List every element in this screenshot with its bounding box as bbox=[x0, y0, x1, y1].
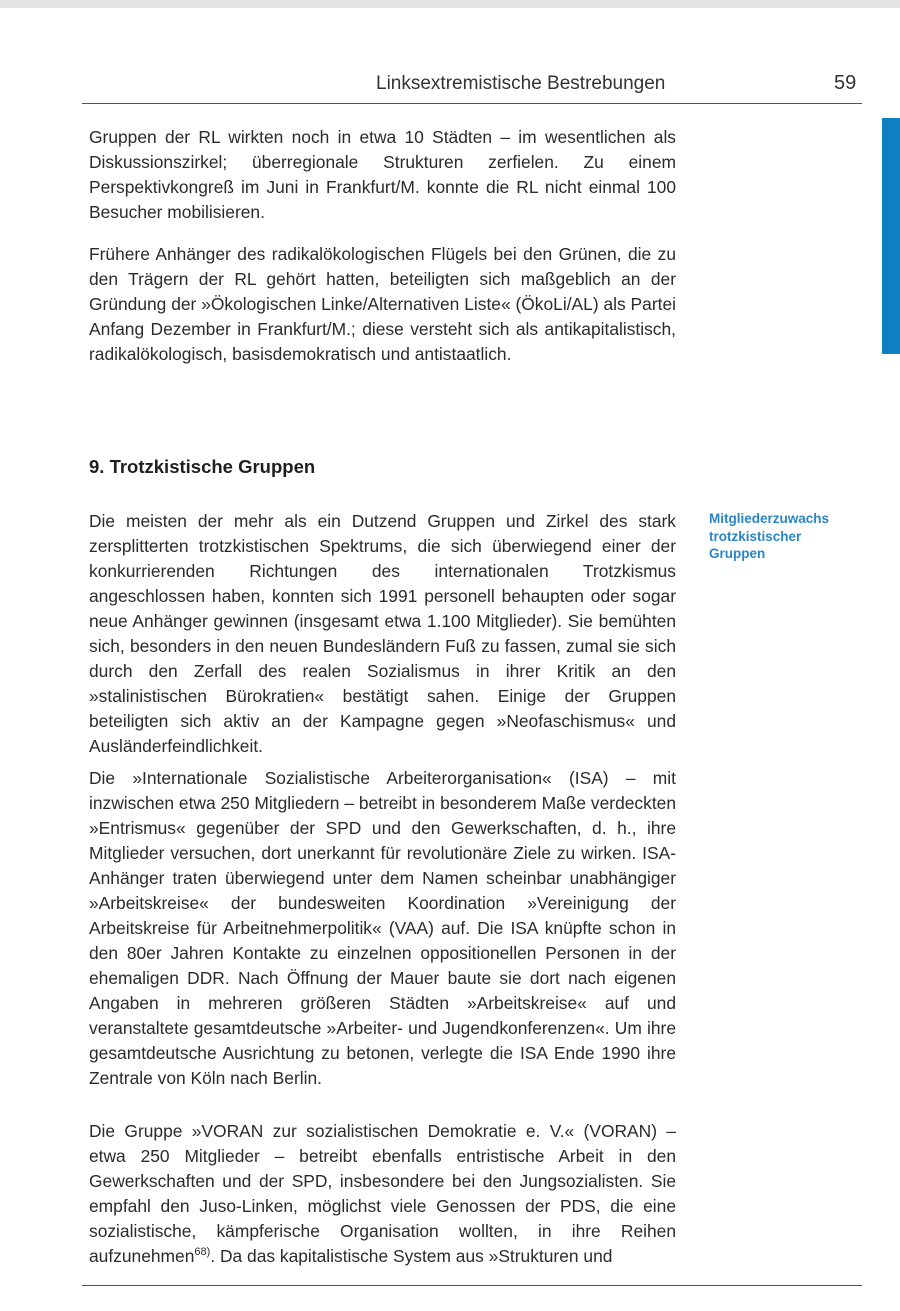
footer-rule bbox=[82, 1285, 862, 1286]
paragraph-trotskyist-spectrum: Die meisten der mehr als ein Dutzend Gruppen und Zirkel des stark zersplitterten trotzkistischen Spektrums, die sich überwiegend einer der konkurrierenden Richtungen des internationalen Trotzkismus angeschlossen haben, konnten sich 1991 personell behaupten oder sogar neue Anhänger gewinnen (insgesamt etwa 1.100 Mitglieder). Sie bemühten sich, besonders in den neuen Bundesländern Fuß zu fassen, zumal sie sich durch den Zerfall des realen Sozialismus in ihrer Kritik an den »stalinistischen Bürokratien« bestätigt sahen. Einige der Gruppen beteiligten sich aktiv an der Kampagne gegen »Neofaschismus« und Ausländerfeindlichkeit. bbox=[89, 511, 676, 756]
paragraph-voran-text: Die Gruppe »VORAN zur sozialistischen Demokratie e. V.« (VORAN) – etwa 250 Mitglieder – betreibt ebenfalls entristische Arbeit in den Gewerkschaften und der SPD, insbesondere bei den Jungsozialisten. Sie empfahl den Juso-Linken, möglichst viele Genossen der PDS, die eine sozialistische, kämpferische Organisation wollten, in ihre Reihen aufzunehmen bbox=[89, 1121, 676, 1266]
running-title: Linksextremistische Bestrebungen bbox=[376, 73, 666, 94]
paragraph-rl-groups: Gruppen der RL wirkten noch in etwa 10 Städten – im wesentlichen als Diskussionszirkel; überregionale Strukturen zerfielen. Zu einem Perspektivkongreß im Juni in Frankfurt/M. konnte die RL nicht einmal 100 Besucher mobilisieren. bbox=[89, 127, 676, 222]
paragraph-isa: Die »Internationale Sozialistische Arbeiterorganisation« (ISA) – mit inzwischen etwa 250 Mitgliedern – betreibt in besonderem Maße verdeckten »Entrismus« gegenüber der SPD und den Gewerkschaften, d. h., ihre Mitglieder versuchen, dort unerkannt für revolutionäre Ziele zu wirken. ISA-Anhänger traten überwiegend unter dem Namen scheinbar unabhängiger »Arbeitskreise« der bundesweiten Koordination »Vereinigung der Arbeitskreise für Arbeitnehmerpolitik« (VAA) auf. Die ISA knüpfte schon in den 80er Jahren Kontakte zu einzelnen oppositionellen Personen in der ehemaligen DDR. Nach Öffnung der Mauer baute sie dort nach eigenen Angaben in mehreren größeren Städten »Arbeitskreise« auf und veranstaltete gesamtdeutsche »Arbeiter- und Jugendkonferenzen«. Um ihre gesamtdeutsche Ausrichtung zu betonen, verlegte die ISA Ende 1990 ihre Zentrale von Köln nach Berlin. bbox=[89, 768, 676, 1088]
section-heading: 9. Trotzkistische Gruppen bbox=[89, 456, 316, 477]
page-number: 59 bbox=[834, 72, 857, 94]
chapter-tab-marker bbox=[882, 118, 900, 354]
paragraph-oekoli: Frühere Anhänger des radikalökologischen Flügels bei den Grünen, die zu den Trägern der RL gehört hatten, beteiligten sich maßgeblich an der Gründung der »Ökologischen Linke/Alternativen Liste« (ÖkoLi/AL) als Partei Anfang Dezember in Frankfurt/M.; diese versteht sich als antikapitalistisch, radikalökologisch, basisdemokratisch und antistaatlich. bbox=[89, 244, 676, 364]
footnote-reference: 68) bbox=[194, 1246, 211, 1259]
paragraph-voran-tail: . Da das kapitalistische System aus »Strukturen und bbox=[210, 1246, 613, 1266]
header-rule bbox=[82, 103, 862, 104]
top-edge-strip bbox=[0, 0, 900, 8]
paragraph-voran bbox=[89, 1119, 676, 1269]
margin-note: Mitgliederzuwachs trotzkistischer Gruppen bbox=[709, 511, 830, 561]
